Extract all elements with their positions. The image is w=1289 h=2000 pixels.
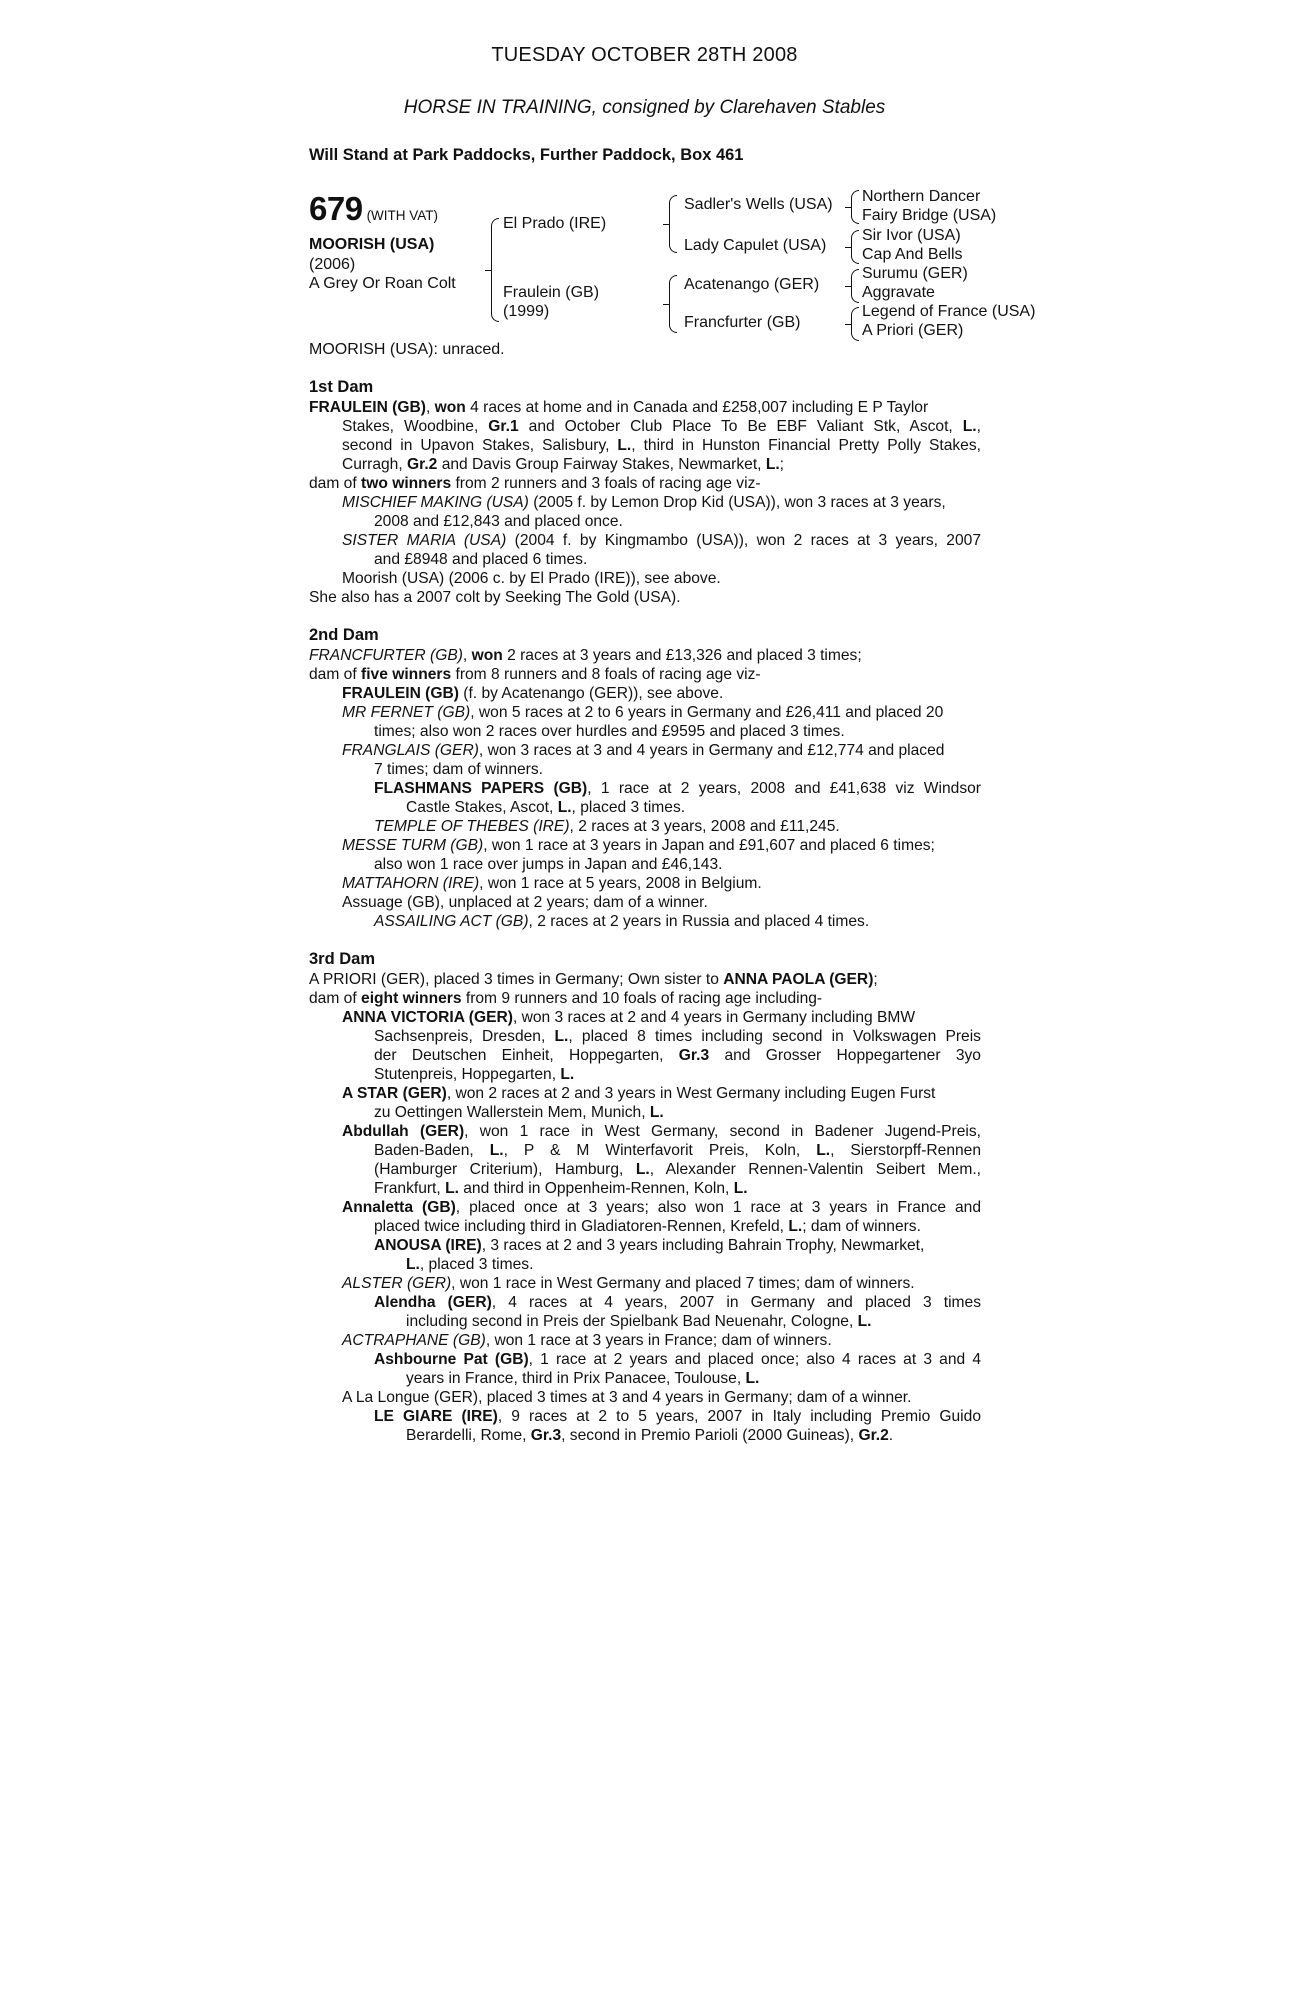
- pedigree-sire-dam: Lady Capulet (USA): [684, 237, 827, 254]
- third-dam-line: Stutenpreis, Hoppegarten, L.: [374, 1066, 575, 1083]
- third-dam-line: der Deutschen Einheit, Hoppegarten, Gr.3 and Grosser Hoppegartener 3yo: [374, 1047, 981, 1064]
- third-dam-line: placed twice including third in Gladiatoren-Rennen, Krefeld, L.; dam of winners.: [374, 1218, 921, 1235]
- third-dam-line: L., placed 3 times.: [406, 1256, 534, 1273]
- foaling-year: (2006): [309, 256, 356, 273]
- third-dam-line: years in France, third in Prix Panacee, Toulouse, L.: [406, 1370, 760, 1387]
- sire-line-brace: [669, 195, 677, 253]
- consignment-line: HORSE IN TRAINING, consigned by Clarehaven Stables: [403, 97, 886, 118]
- first-dam-line: FRAULEIN (GB), won 4 races at home and in Canada and £258,007 including E P Taylor: [309, 399, 929, 416]
- third-dam-line: Sachsenpreis, Dresden, L., placed 8 times including second in Volkswagen Preis: [374, 1028, 981, 1045]
- first-dam-line: dam of two winners from 2 runners and 3 foals of racing age viz-: [309, 475, 761, 492]
- pedigree-g8: A Priori (GER): [862, 322, 964, 339]
- gen3-brace-4: [851, 307, 859, 341]
- dam-line-brace: [669, 275, 677, 333]
- third-dam-line: (Hamburger Criterium), Hamburg, L., Alexander Rennen-Valentin Seibert Mem.,: [374, 1161, 981, 1178]
- pedigree-g5: Surumu (GER): [862, 265, 968, 282]
- gen3-brace-3: [851, 269, 859, 303]
- lot-header: [309, 190, 438, 228]
- third-dam-line: Annaletta (GB), placed once at 3 years; also won 1 race at 3 years in France and: [342, 1199, 981, 1216]
- second-dam-line: times; also won 2 races over hurdles and £9595 and placed 3 times.: [374, 723, 845, 740]
- first-dam-line: Moorish (USA) (2006 c. by El Prado (IRE)), see above.: [342, 570, 721, 587]
- second-dam-line: ASSAILING ACT (GB), 2 races at 2 years in Russia and placed 4 times.: [374, 913, 870, 930]
- first-dam-heading: 1st Dam: [309, 378, 374, 396]
- first-dam-section: [309, 398, 981, 607]
- third-dam-line: A PRIORI (GER), placed 3 times in Germany; Own sister to ANNA PAOLA (GER);: [309, 971, 878, 988]
- third-dam-line: including second in Preis der Spielbank Bad Neuenahr, Cologne, L.: [406, 1313, 872, 1330]
- second-dam-line: 7 times; dam of winners.: [374, 761, 543, 778]
- third-dam-line: ANNA VICTORIA (GER), won 3 races at 2 and 4 years in Germany including BMW: [342, 1009, 916, 1026]
- first-dam-line: MISCHIEF MAKING (USA) (2005 f. by Lemon Drop Kid (USA)), won 3 races at 3 years,: [342, 494, 946, 511]
- sale-date: TUESDAY OCTOBER 28TH 2008: [491, 44, 798, 66]
- pedigree-g4: Cap And Bells: [862, 246, 963, 263]
- pedigree-g6: Aggravate: [862, 284, 935, 301]
- first-dam-line: She also has a 2007 colt by Seeking The Gold (USA).: [309, 589, 681, 606]
- second-dam-line: FRANGLAIS (GER), won 3 races at 3 and 4 years in Germany and £12,774 and placed: [342, 742, 945, 759]
- third-dam-line: Abdullah (GER), won 1 race in West Germany, second in Badener Jugend-Preis,: [342, 1123, 981, 1140]
- second-dam-section: [309, 646, 981, 931]
- horse-name: MOORISH (USA): [309, 236, 435, 253]
- third-dam-line: ANOUSA (IRE), 3 races at 2 and 3 years including Bahrain Trophy, Newmarket,: [374, 1237, 925, 1254]
- gen3-brace-2: [851, 230, 859, 264]
- third-dam-line: Alendha (GER), 4 races at 4 years, 2007 in Germany and placed 3 times: [374, 1294, 982, 1311]
- pedigree-g2: Fairy Bridge (USA): [862, 207, 997, 224]
- third-dam-line: ACTRAPHANE (GB), won 1 race at 3 years in France; dam of winners.: [342, 1332, 832, 1349]
- third-dam-line: Frankfurt, L. and third in Oppenheim-Rennen, Koln, L.: [374, 1180, 748, 1197]
- first-dam-line: 2008 and £12,843 and placed once.: [374, 513, 623, 530]
- vat-note: (WITH VAT): [366, 208, 439, 223]
- second-dam-line: Castle Stakes, Ascot, L., placed 3 times.: [406, 799, 686, 816]
- pedigree-g7: Legend of France (USA): [862, 303, 1036, 320]
- first-dam-line: SISTER MARIA (USA) (2004 f. by Kingmambo (USA)), won 2 races at 3 years, 2007: [342, 532, 981, 549]
- third-dam-line: Baden-Baden, L., P & M Winterfavorit Preis, Koln, L., Sierstorpff-Rennen: [374, 1142, 982, 1159]
- third-dam-line: A STAR (GER), won 2 races at 2 and 3 years in West Germany including Eugen Furst: [342, 1085, 936, 1102]
- gen3-brace-1: [851, 190, 859, 224]
- third-dam-line: A La Longue (GER), placed 3 times at 3 and 4 years in Germany; dam of a winner.: [342, 1389, 912, 1406]
- race-record: MOORISH (USA): unraced.: [309, 341, 505, 358]
- lot-number: 679: [309, 190, 363, 227]
- pedigree-sire-sire: Sadler's Wells (USA): [684, 196, 833, 213]
- third-dam-line: LE GIARE (IRE), 9 races at 2 to 5 years, 2007 in Italy including Premio Guido: [374, 1408, 981, 1425]
- second-dam-line: FLASHMANS PAPERS (GB), 1 race at 2 years, 2008 and £41,638 viz Windsor: [374, 780, 981, 797]
- third-dam-line: Ashbourne Pat (GB), 1 race at 2 years and placed once; also 4 races at 3 and 4: [374, 1351, 981, 1368]
- third-dam-section: [309, 970, 981, 1445]
- first-dam-line: Stakes, Woodbine, Gr.1 and October Club Place To Be EBF Valiant Stk, Ascot, L.,: [342, 418, 981, 435]
- first-dam-line: second in Upavon Stakes, Salisbury, L., third in Hunston Financial Pretty Polly Stakes,: [342, 437, 981, 454]
- sire-dam-brace: [491, 218, 499, 322]
- stand-location: Will Stand at Park Paddocks, Further Paddock, Box 461: [309, 146, 744, 164]
- second-dam-line: TEMPLE OF THEBES (IRE), 2 races at 3 years, 2008 and £11,245.: [374, 818, 840, 835]
- horse-description: A Grey Or Roan Colt: [309, 275, 456, 292]
- second-dam-line: MESSE TURM (GB), won 1 race at 3 years in Japan and £91,607 and placed 6 times;: [342, 837, 935, 854]
- third-dam-line: zu Oettingen Wallerstein Mem, Munich, L.: [374, 1104, 664, 1121]
- second-dam-line: Assuage (GB), unplaced at 2 years; dam of a winner.: [342, 894, 708, 911]
- third-dam-heading: 3rd Dam: [309, 950, 376, 968]
- pedigree-dam-sire: Acatenango (GER): [684, 276, 820, 293]
- third-dam-line: ALSTER (GER), won 1 race in West Germany and placed 7 times; dam of winners.: [342, 1275, 915, 1292]
- second-dam-line: FRAULEIN (GB) (f. by Acatenango (GER)), see above.: [342, 685, 724, 702]
- first-dam-line: Curragh, Gr.2 and Davis Group Fairway Stakes, Newmarket, L.;: [342, 456, 785, 473]
- second-dam-line: MR FERNET (GB), won 5 races at 2 to 6 years in Germany and £26,411 and placed 20: [342, 704, 944, 721]
- first-dam-line: and £8948 and placed 6 times.: [374, 551, 588, 568]
- second-dam-line: also won 1 race over jumps in Japan and £46,143.: [374, 856, 723, 873]
- second-dam-line: dam of five winners from 8 runners and 8 foals of racing age viz-: [309, 666, 761, 683]
- second-dam-line: FRANCFURTER (GB), won 2 races at 3 years and £13,326 and placed 3 times;: [309, 647, 862, 664]
- third-dam-line: Berardelli, Rome, Gr.3, second in Premio Parioli (2000 Guineas), Gr.2.: [406, 1427, 894, 1444]
- pedigree-sire: El Prado (IRE): [503, 215, 607, 232]
- third-dam-line: dam of eight winners from 9 runners and 10 foals of racing age including-: [309, 990, 823, 1007]
- pedigree-g1: Northern Dancer: [862, 188, 981, 205]
- pedigree-g3: Sir Ivor (USA): [862, 227, 961, 244]
- pedigree-dam: Fraulein (GB): [503, 284, 600, 301]
- pedigree-dam-year: (1999): [503, 303, 550, 320]
- second-dam-heading: 2nd Dam: [309, 626, 379, 644]
- second-dam-line: MATTAHORN (IRE), won 1 race at 5 years, 2008 in Belgium.: [342, 875, 762, 892]
- pedigree-dam-dam: Francfurter (GB): [684, 314, 801, 331]
